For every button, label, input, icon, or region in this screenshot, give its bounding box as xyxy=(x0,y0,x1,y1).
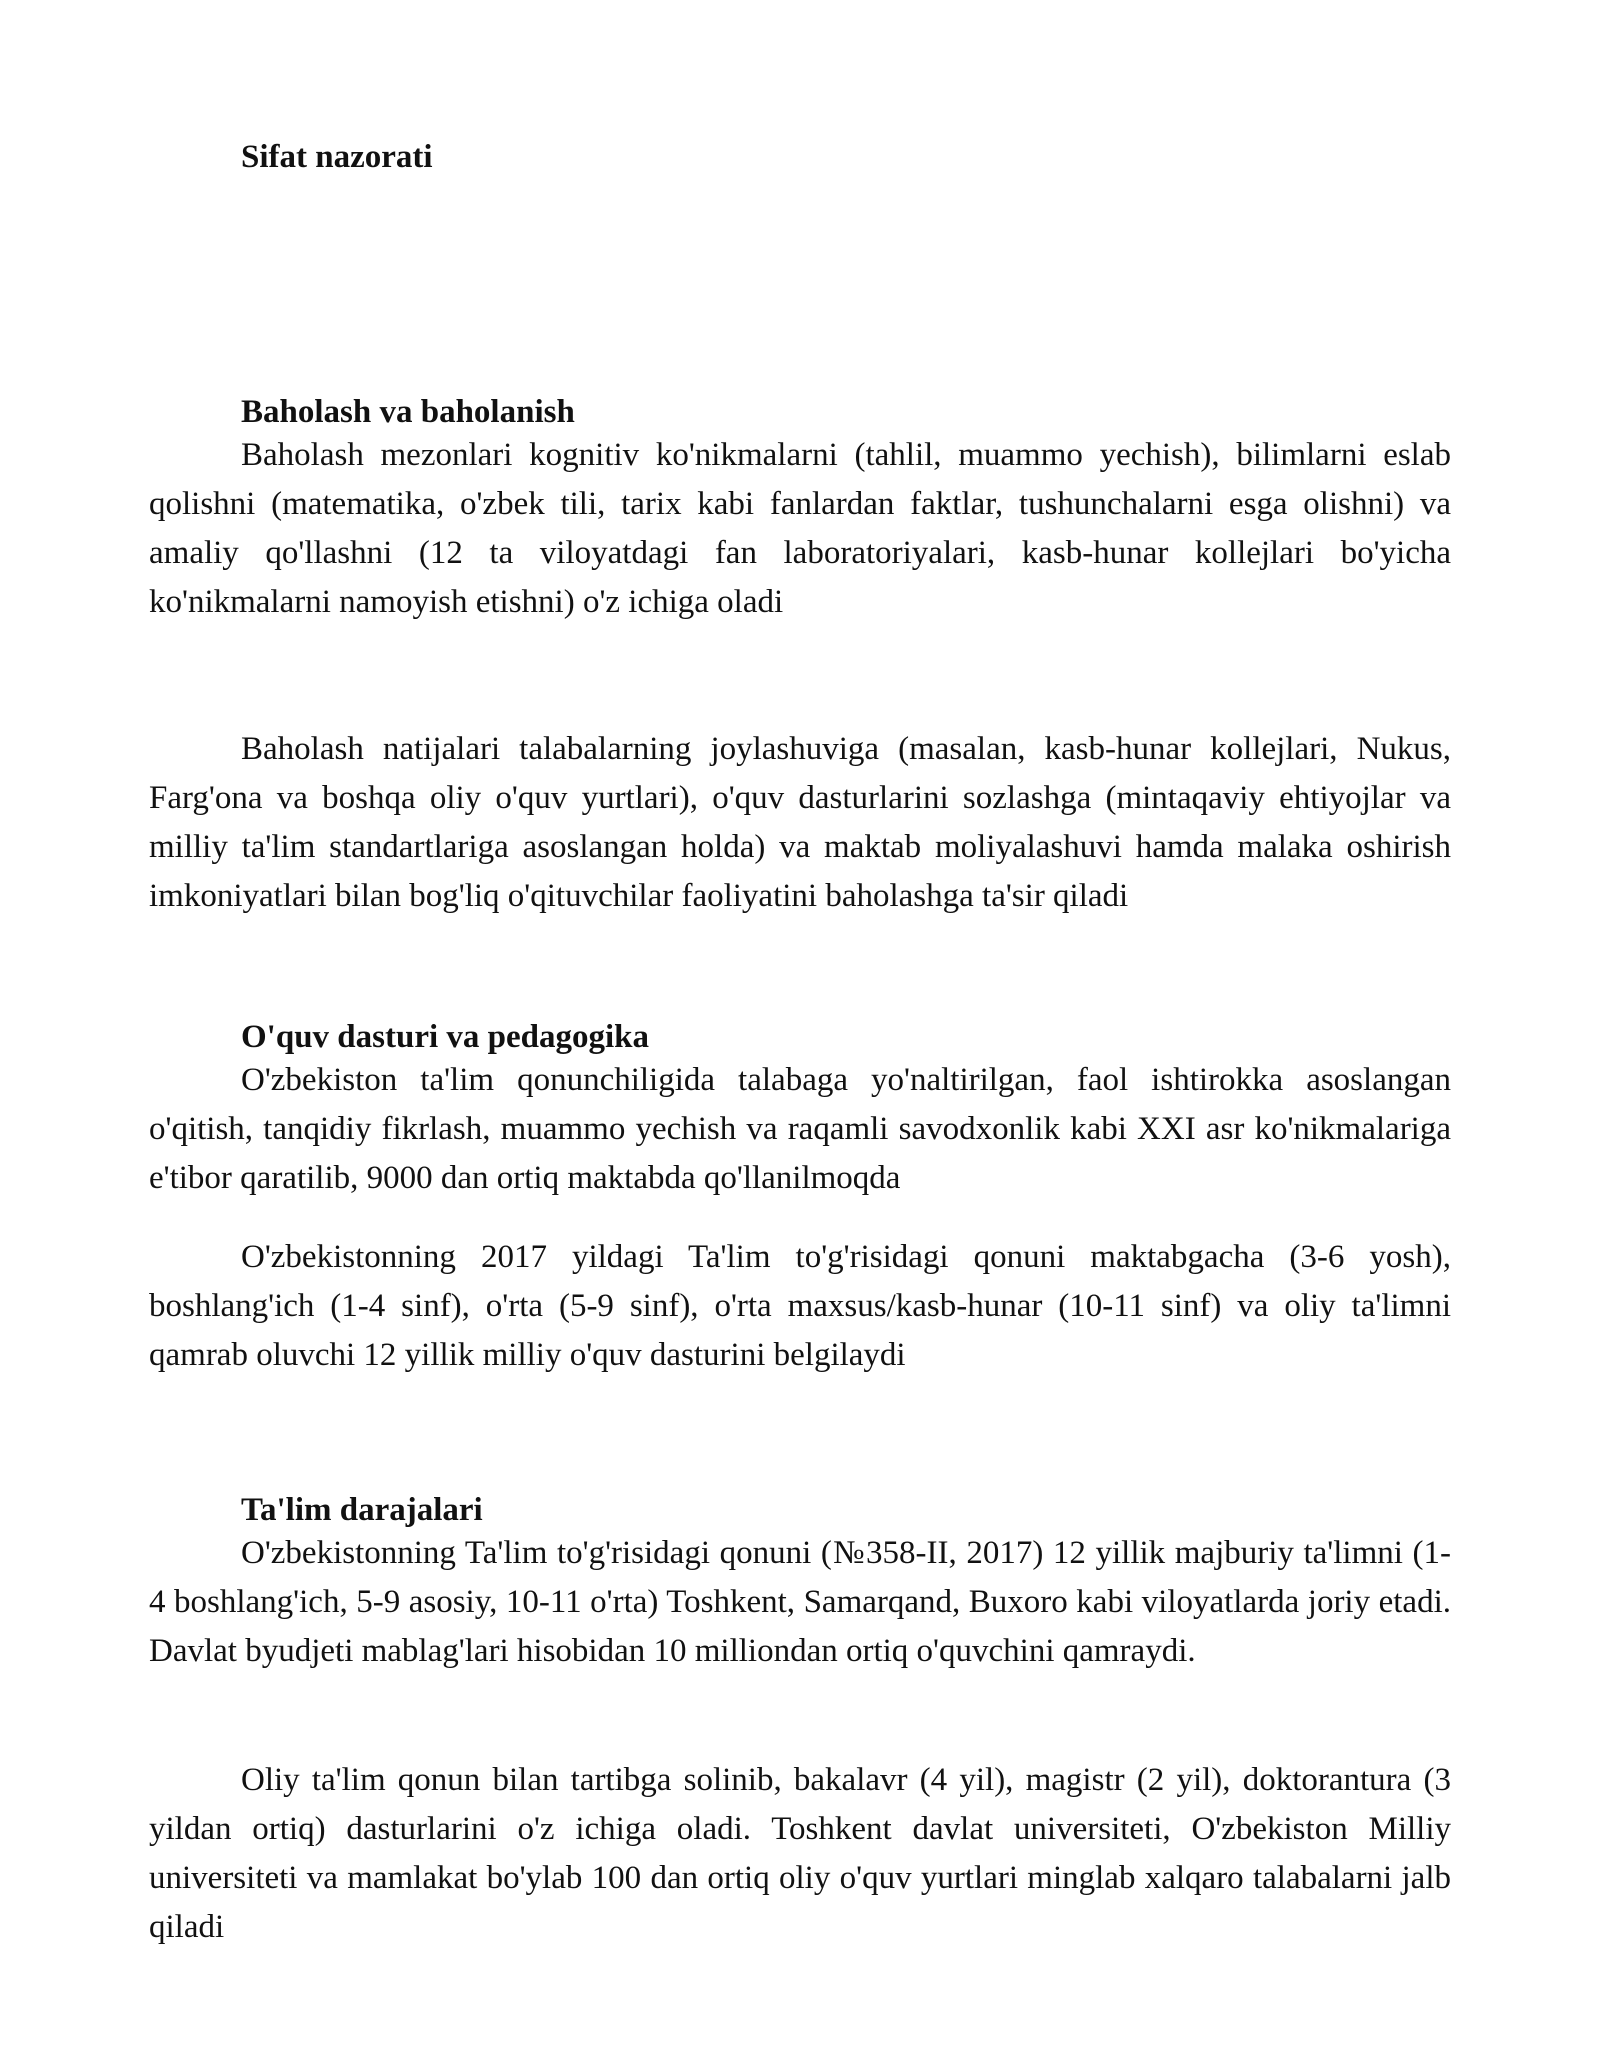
paragraph-talim-darajalari-2: Oliy ta'lim qonun bilan tartibga solinib, bakalavr (4 yil), magistr (2 yil), doktorantura (3 yildan ortiq) dasturlarini o'z ichiga oladi. Toshkent davlat universiteti, O'zbekiston Milliy universiteti va mamlakat bo'ylab 100 dan ortiq oliy o'quv yurtlari minglab xalqaro talabalarni jalb qiladi xyxy=(149,1762,1451,1945)
paragraph-oquv-dasturi-1: O'zbekiston ta'lim qonunchiligida talabaga yo'naltirilgan, faol ishtirokka asoslangan o'qitish, tanqidiy fikrlash, muammo yechish va raqamli savodxonlik kabi XXI asr ko'nikmalariga e'tibor qaratilib, 9000 dan ortiq maktabda qo'llanilmoqda xyxy=(149,1062,1451,1196)
section-heading-baholash: Baholash va baholanish xyxy=(241,394,575,430)
paragraph-talim-darajalari-1: O'zbekistonning Ta'lim to'g'risidagi qonuni (№358-II, 2017) 12 yillik majburiy ta'limni (1-4 boshlang'ich, 5-9 asosiy, 10-11 o'rta) Toshkent, Samarqand, Buxoro kabi viloyatlarda joriy etadi. Davlat byudjeti mablag'lari hisobidan 10 milliondan ortiq o'quvchini qamraydi. xyxy=(149,1535,1451,1669)
paragraph-oquv-dasturi-2: O'zbekistonning 2017 yildagi Ta'lim to'g'risidagi qonuni maktabgacha (3-6 yosh), boshlang'ich (1-4 sinf), o'rta (5-9 sinf), o'rta maxsus/kasb-hunar (10-11 sinf) va oliy ta'limni qamrab oluvchi 12 yillik milliy o'quv dasturini belgilaydi xyxy=(149,1239,1451,1373)
section-heading-oquv-dasturi: O'quv dasturi va pedagogika xyxy=(241,1019,650,1055)
document-title: Sifat nazorati xyxy=(241,139,433,175)
paragraph-baholash-1: Baholash mezonlari kognitiv ko'nikmalarni (tahlil, muammo yechish), bilimlarni eslab qolishni (matematika, o'zbek tili, tarix kabi fanlardan faktlar, tushunchalarni esga olishni) va amaliy qo'llashni (12 ta viloyatdagi fan laboratoriyalari, kasb-hunar kollejlari bo'yicha ko'nikmalarni namoyish etishni) o'z ichiga oladi xyxy=(149,437,1451,620)
paragraph-baholash-2: Baholash natijalari talabalarning joylashuviga (masalan, kasb-hunar kollejlari, Nukus, Farg'ona va boshqa oliy o'quv yurtlari), o'quv dasturlarini sozlashga (mintaqaviy ehtiyojlar va milliy ta'lim standartlariga asoslangan holda) va maktab moliyalashuvi hamda malaka oshirish imkoniyatlari bilan bog'liq o'qituvchilar faoliyatini baholashga ta'sir qiladi xyxy=(149,731,1451,914)
section-heading-talim-darajalari: Ta'lim darajalari xyxy=(241,1492,483,1528)
